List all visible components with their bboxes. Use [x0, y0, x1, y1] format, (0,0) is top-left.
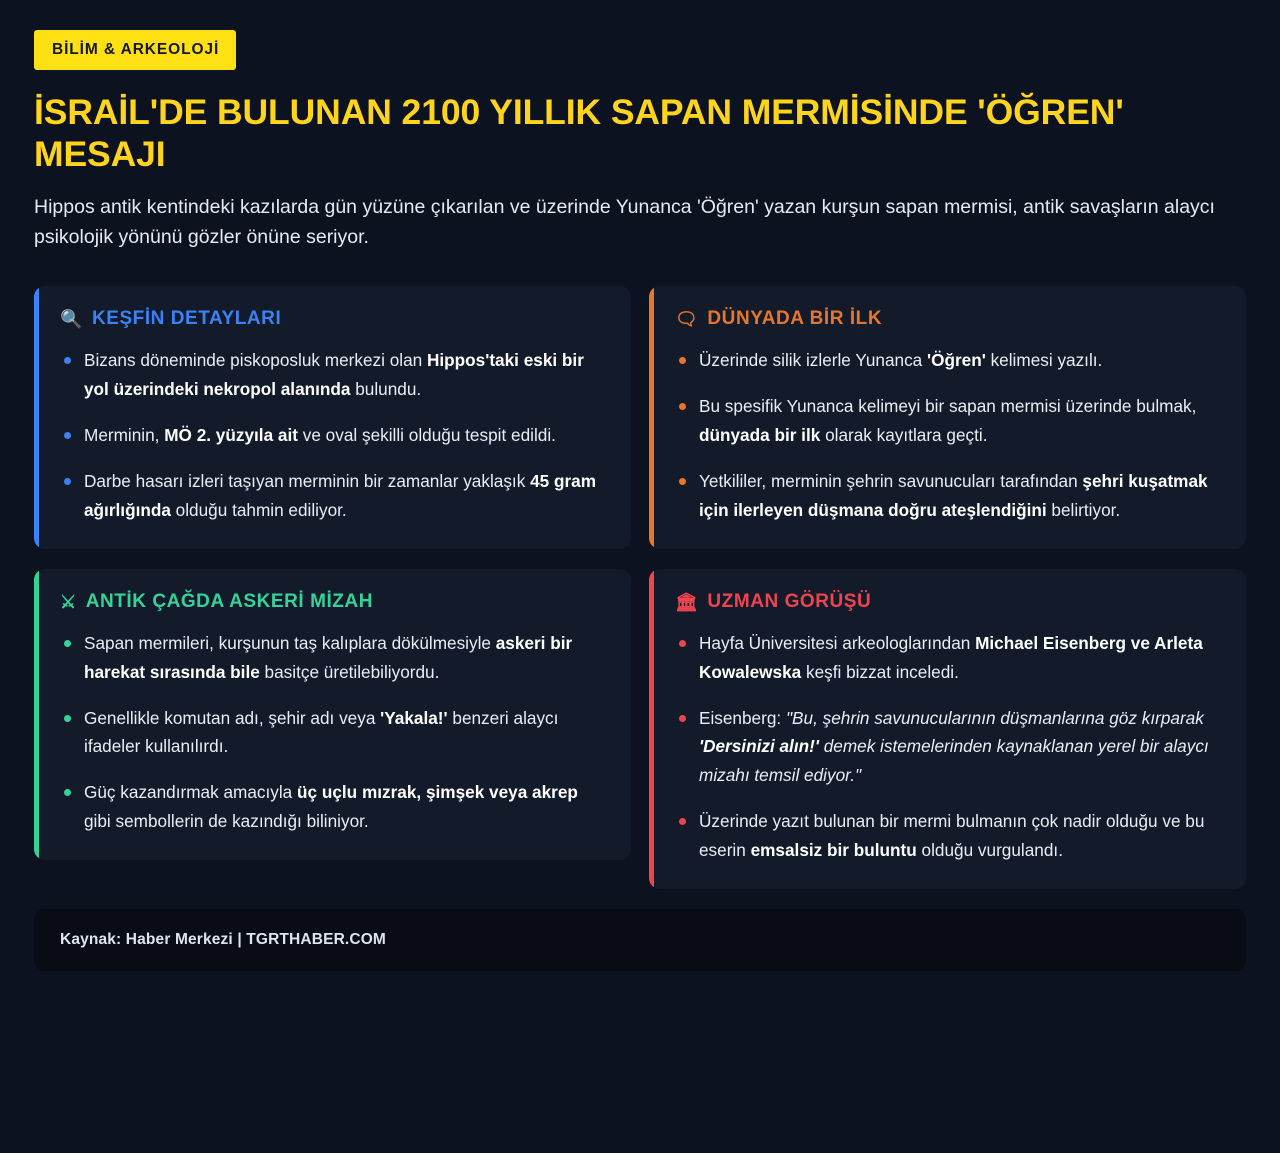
cards-grid	[34, 286, 1246, 889]
list-item: Üzerinde yazıt bulunan bir mermi bulmanın çok nadir olduğu ve bu eserin emsalsiz bir buluntu olduğu vurgulandı.	[675, 807, 1220, 865]
card-points-list	[675, 346, 1220, 524]
list-item: Merminin, MÖ 2. yüzyıla ait ve oval şekilli olduğu tespit edildi.	[60, 421, 605, 450]
card-kesfin-detaylari	[34, 286, 631, 548]
card-accent-bar	[649, 569, 654, 889]
header	[34, 24, 1246, 252]
card-title	[675, 308, 1220, 330]
card-title	[60, 591, 605, 613]
card-points-list	[60, 346, 605, 524]
speech-balloon-icon: 🗨	[675, 309, 699, 330]
card-points-list	[675, 629, 1220, 865]
list-item: Genellikle komutan adı, şehir adı veya 'Yakala!' benzeri alaycı ifadeler kullanılırdı.	[60, 704, 605, 762]
list-item: Güç kazandırmak amacıyla üç uçlu mızrak, şimşek veya akrep gibi sembollerin de kazındığı biliniyor.	[60, 778, 605, 836]
card-dunyada-bir-ilk	[649, 286, 1246, 548]
list-item: Bu spesifik Yunanca kelimeyi bir sapan mermisi üzerinde bulmak, dünyada bir ilk olarak kayıtlara geçti.	[675, 392, 1220, 450]
card-title-label: ANTİK ÇAĞDA ASKERİ MİZAH	[85, 590, 373, 612]
magnifying-glass-icon: 🔍	[60, 309, 83, 330]
source-footer: Kaynak: Haber Merkezi | TGRTHABER.COM	[34, 909, 1246, 971]
card-accent-bar	[34, 286, 39, 548]
page-title: İSRAİL'DE BULUNAN 2100 YILLIK SAPAN MERMİSİNDE 'ÖĞREN' MESAJI	[34, 92, 1124, 174]
list-item: Hayfa Üniversitesi arkeologlarından Michael Eisenberg ve Arleta Kowalewska keşfi bizzat inceledi.	[675, 629, 1220, 687]
page-subtitle: Hippos antik kentindeki kazılarda gün yüzüne çıkarılan ve üzerinde Yunanca 'Öğren' yazan kurşun sapan mermisi, antik savaşların alaycı psikolojik yönünü gözler önüne seriyor.	[34, 196, 1215, 248]
classical-building-icon: 🏛	[675, 591, 699, 612]
list-item: Üzerinde silik izlerle Yunanca 'Öğren' kelimesi yazılı.	[675, 346, 1220, 375]
card-title-label: UZMAN GÖRÜŞÜ	[707, 590, 872, 612]
list-item: Bizans döneminde piskoposluk merkezi olan Hippos'taki eski bir yol üzerindeki nekropol alanında bulundu.	[60, 346, 605, 404]
list-item: Sapan mermileri, kurşunun taş kalıplara dökülmesiyle askeri bir harekat sırasında bile basitçe üretilebiliyordu.	[60, 629, 605, 687]
list-item: Yetkililer, merminin şehrin savunucuları tarafından şehri kuşatmak için ilerleyen düşmana doğru ateşlendiğini belirtiyor.	[675, 467, 1220, 525]
card-accent-bar	[649, 286, 654, 548]
card-title-label: DÜNYADA BİR İLK	[707, 308, 883, 330]
card-antik-cagda-askeri-mizah	[34, 569, 631, 860]
card-points-list	[60, 629, 605, 836]
list-item: Darbe hasarı izleri taşıyan merminin bir zamanlar yaklaşık 45 gram ağırlığında olduğu tahmin ediliyor.	[60, 467, 605, 525]
card-title	[675, 591, 1220, 613]
card-title-label: KEŞFİN DETAYLARI	[91, 308, 282, 330]
card-accent-bar	[34, 569, 39, 860]
list-item: Eisenberg: "Bu, şehrin savunucularının düşmanlarına göz kırparak 'Dersinizi alın!' demek istemelerinden kaynaklanan yerel bir alaycı mizahı temsil ediyor."	[675, 704, 1220, 791]
crossed-swords-icon: ⚔	[60, 591, 77, 612]
card-title	[60, 308, 605, 330]
category-badge: BİLİM & ARKEOLOJİ	[34, 30, 236, 70]
card-uzman-gorusu	[649, 569, 1246, 889]
